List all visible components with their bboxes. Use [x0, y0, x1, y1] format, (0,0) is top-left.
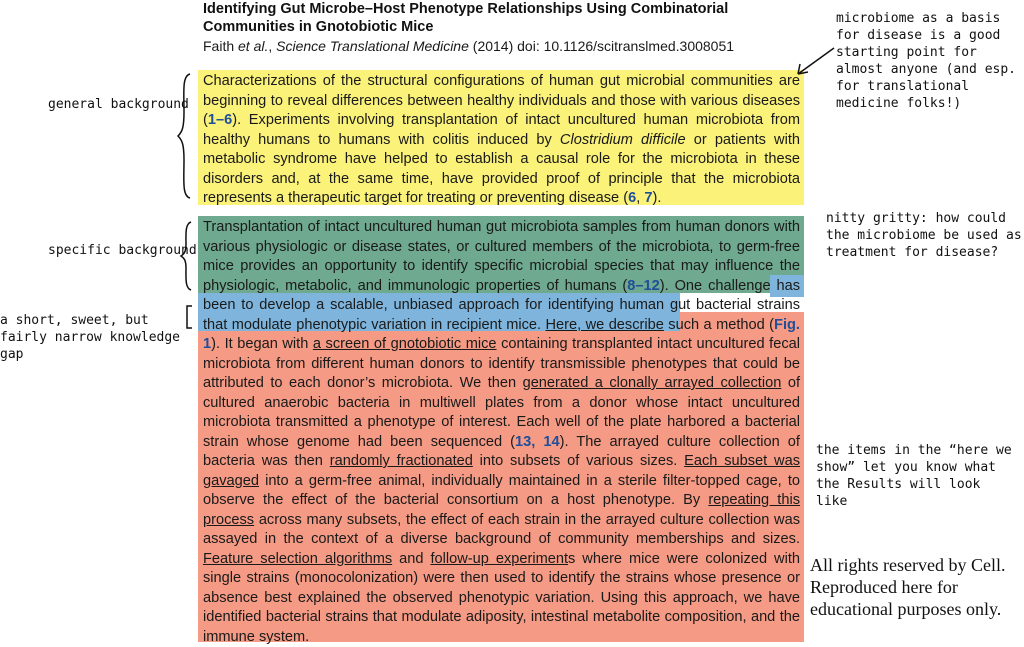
figure-link[interactable]: Fig. 1: [203, 316, 800, 352]
underlined-phrase: randomly fractionated: [329, 453, 473, 469]
reference-link[interactable]: 1–6: [207, 112, 233, 128]
underlined-phrase: generated a clonally arrayed collection: [522, 375, 782, 391]
citation-year-doi: (2014) doi: 10.1126/scitranslmed.3008051: [472, 38, 735, 54]
underlined-phrase: Each subset was gavaged: [203, 453, 800, 489]
annotation-nitty-gritty: nitty gritty: how could the microbiome be used as treatment for disease?: [826, 211, 1022, 260]
article-title: Identifying Gut Microbe–Host Phenotype Relationships Using Combinatorial Communities in Gnotobiotic Mice: [203, 1, 729, 35]
curly-brace-icon: [176, 72, 196, 200]
annotation-knowledge-gap: a short, sweet, but fairly narrow knowledge gap: [0, 313, 181, 362]
copyright-notice: All rights reserved by Cell. Reproduced here for educational purposes only.: [810, 555, 1006, 619]
article-citation: Faith et al., Science Translational Medicine (2014) doi: 10.1126/scitranslmed.3008051: [203, 38, 735, 54]
underlined-phrase: Feature selection algorithms: [203, 550, 393, 567]
curly-brace-icon: [178, 220, 196, 292]
paragraph-general-background: Characterizations of the structural configurations of human gut microbial communities are beginning to reveal differences between healthy individuals and those with various diseases (1–6). Experiments involving transplantation of intact uncultured human microbiota from healthy humans to humans with colitis induced by Clostridium difficile or patients with metabolic syndrome have helped to establish a causal role for the microbiota in these disorders and, at the same time, have provided proof of principle that the microbiota represents a therapeutic target for treating or preventing disease (6, 7).: [203, 73, 800, 206]
paragraph-specific-background: Transplantation of intact uncultured human gut microbiota samples from human donors with various physiologic or disease states, or cultured members of the microbiota, to germ-free mice provides an opportunity to identify specific microbial species that may influence the physiologic, metabolic, and immunologic properties of humans (8–12). One challenge has been to develop a scalable, unbiased approach for identifying human gut bacterial strains that modulate phenotypic variation in recipient mice. Here, we describe such a method (Fig. 1). It began with a screen of gnotobiotic mice containing transplanted intact uncultured fecal microbiota from different human donors to identify transmissible phenotypes that could be attributed to each donor’s microbiota. We then generated a clonally arrayed collection of cultured anaerobic bacteria in multiwell plates from a donor whose intact uncultured microbiota transmitted a phenotype of interest. Each well of the plate harbored a bacterial strain whose genome had been sequenced (13, 14). The arrayed culture collection of bacteria was then randomly fractionated into subsets of various sizes. Each subset was gavaged into a germ-free animal, individually maintained in a sterile filter-topped cage, to observe the effect of the bacterial consortium on a host phenotype. By repeating this process across many subsets, the effect of each strain in the arrayed culture collection was assayed in the context of a diverse background of community memberships and sizes. Feature selection algorithms and follow-up experiments where mice were colonized with single strains (monocolonization) were then used to identify the strains whose presence or absence best explained the observed phenotypic variation. Using this approach, we have identified bacterial strains that modulate adiposity, intestinal metabolite composition, and the immune system.: [203, 219, 801, 645]
arrow-icon: [790, 44, 840, 80]
annotation-specific-background: specific background: [48, 243, 197, 258]
annotation-general-background: general background: [48, 97, 189, 112]
reference-link[interactable]: 8–12: [627, 277, 660, 294]
reference-link[interactable]: 6: [628, 190, 637, 206]
citation-etal: et al.: [238, 38, 269, 54]
bracket-icon: [182, 304, 196, 330]
citation-authors: Faith: [203, 38, 235, 54]
annotation-microbiome: microbiome as a basis for disease is a good starting point for almost anyone (and esp. for translational medicine folks!): [836, 11, 1017, 111]
species-name: Clostridium difficile: [559, 131, 686, 148]
underlined-phrase: Here, we describe: [545, 316, 664, 333]
citation-journal: Science Translational Medicine: [276, 38, 469, 54]
underlined-phrase: a screen of gnotobiotic mice: [312, 336, 497, 352]
reference-link[interactable]: 13, 14: [515, 433, 560, 450]
reference-link[interactable]: 7: [644, 190, 653, 206]
annotation-here-we-show: the items in the “here we show” let you know what the Results will look like: [816, 443, 1012, 509]
underlined-phrase: follow-up experiment: [430, 550, 569, 567]
underlined-phrase: repeating this process: [203, 492, 801, 528]
